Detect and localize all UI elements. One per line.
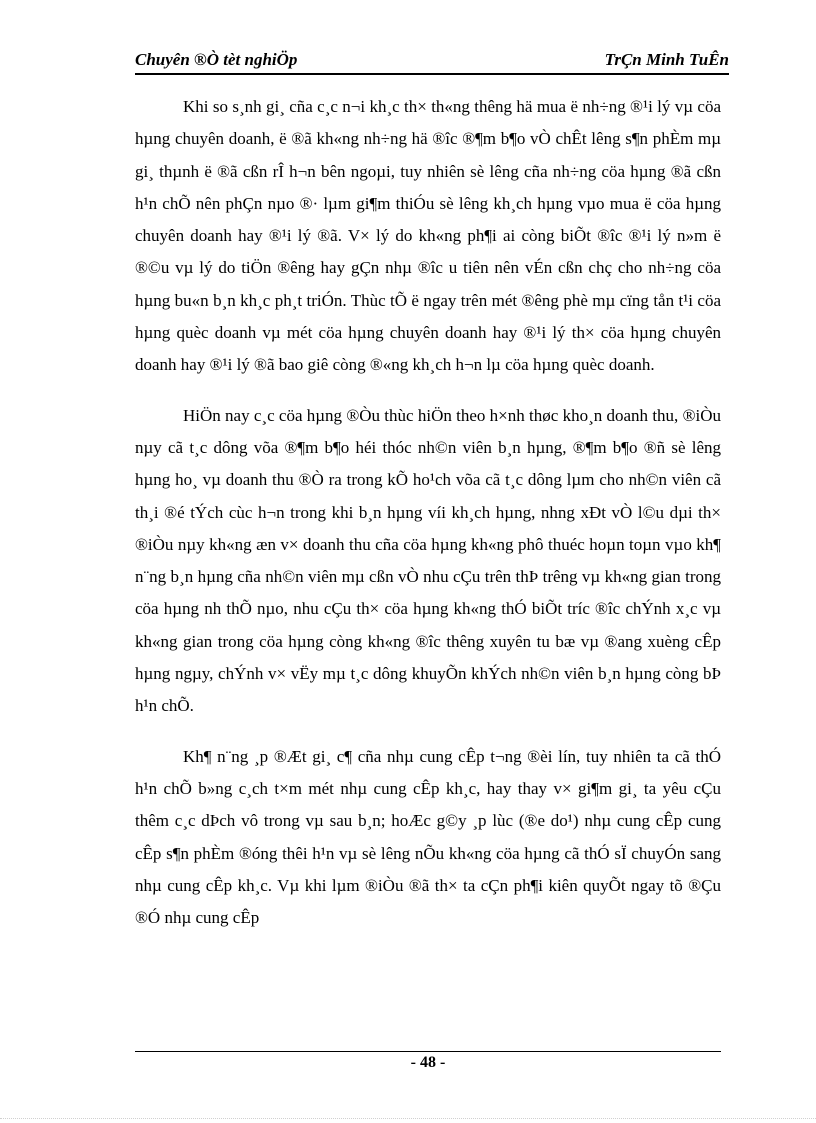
paragraph: Kh¶ n¨ng ¸p ®Æt gi¸ c¶ cña nhµ cung cÊp t¬ng ®èi lín, tuy nhiên ta cã thÓ h¹n chÕ b»ng c¸ch t×m mét nhµ cung cÊp kh¸c, hay thay v× gi¶m gi¸ ta yêu cÇu thêm c¸c dÞch vô trong vµ sau b¸n; hoÆc g©y ¸p lùc (®e do¹) nhµ cung cÊp cung cÊp s¶n phÈm ®óng thêi h¹n vµ sè lêng nÕu kh«ng cöa hµng cã thÓ sÏ chuyÓn sang nhµ cung cÊp kh¸c. Vµ khi lµm ®iÒu ®ã th× ta cÇn ph¶i kiên quyÕt ngay tõ ®Çu ®Ó nhµ cung cÊp xyxy=(135,746,721,928)
document-body xyxy=(135,91,721,952)
page-edge-divider xyxy=(0,1118,816,1119)
paragraph: Khi so s¸nh gi¸ cña c¸c n¬i kh¸c th× th«ng thêng hä mua ë nh÷ng ®¹i lý vµ cöa hµng chuyên doanh, ë ®ã kh«ng nh÷ng hä ®îc ®¶m b¶o vÒ chÊt lêng s¶n phÈm mµ gi¸ thµnh ë ®ã cßn rÎ h¬n bên ngoµi, tuy nhiên sè lêng cña nh÷ng cöa hµng ®ã cßn h¹n chÕ nên phÇn nµo ®· lµm gi¶m thiÓu sè lêng kh¸ch hµng vµo mua ë cöa hµng chuyên doanh hay ®¹i lý ®ã. V× lý do kh«ng ph¶i ai còng biÕt ®îc ®¹i lý n»m ë ®©u vµ lý do tiÖn ®êng hay gÇn nhµ ®îc u tiên nên vÉn cßn chç cho nh÷ng cöa hµng bu«n b¸n kh¸c ph¸t triÓn. Thùc tÕ ë ngay trên mét ®êng phè mµ cïng tån t¹i cöa hµng quèc doanh vµ mét cöa hµng chuyên doanh hay ®¹i lý th× cöa hµng chuyên doanh hay ®¹i lý ®ã bao giê còng ®«ng kh¸ch h¬n lµ cöa hµng quèc doanh. xyxy=(135,97,721,375)
page-number: - 48 - xyxy=(410,1054,446,1071)
header-chapter-title: Chuyên ®Ò tèt nghiÖp xyxy=(135,50,298,69)
header-author-name: TrÇn Minh TuÊn xyxy=(604,50,729,69)
paragraph: HiÖn nay c¸c cöa hµng ®Òu thùc hiÖn theo h×nh thøc kho¸n doanh thu, ®iÒu nµy cã t¸c dông võa ®¶m b¶o héi thóc nh©n viên b¸n hµng, ®¶m b¶o ®ñ sè lêng hµng ho¸ vµ doanh thu ®Ò ra trong kÕ ho¹ch võa cã t¸c dông lµm cho nh©n viên cã th¸i ®é tÝch cùc h¬n trong khi b¸n hµng víi kh¸ch hµng, nhng xÐt vÒ l©u dµi th× ®iÒu nµy kh«ng æn v× doanh thu cña cöa hµng kh«ng phô thuéc hoµn toµn vµo kh¶ n¨ng b¸n hµng cña nh©n viên mµ cßn vÒ nhu cÇu trên thÞ trêng vµ kh«ng gian trong cöa hµng nh thÕ nµo, nhu cÇu th× cöa hµng kh«ng thÓ biÕt tríc ®îc chÝnh x¸c vµ kh«ng gian trong cöa hµng còng kh«ng ®îc thêng xuyên tu bæ vµ ®ang xuèng cÊp hµng ngµy, chÝnh v× vËy mµ t¸c dông khuyÕn khÝch nh©n viên b¸n hµng còng bÞ h¹n chÕ. xyxy=(135,405,721,716)
page-header xyxy=(135,48,729,72)
header-rule xyxy=(135,73,729,75)
footer-rule xyxy=(135,1051,721,1052)
